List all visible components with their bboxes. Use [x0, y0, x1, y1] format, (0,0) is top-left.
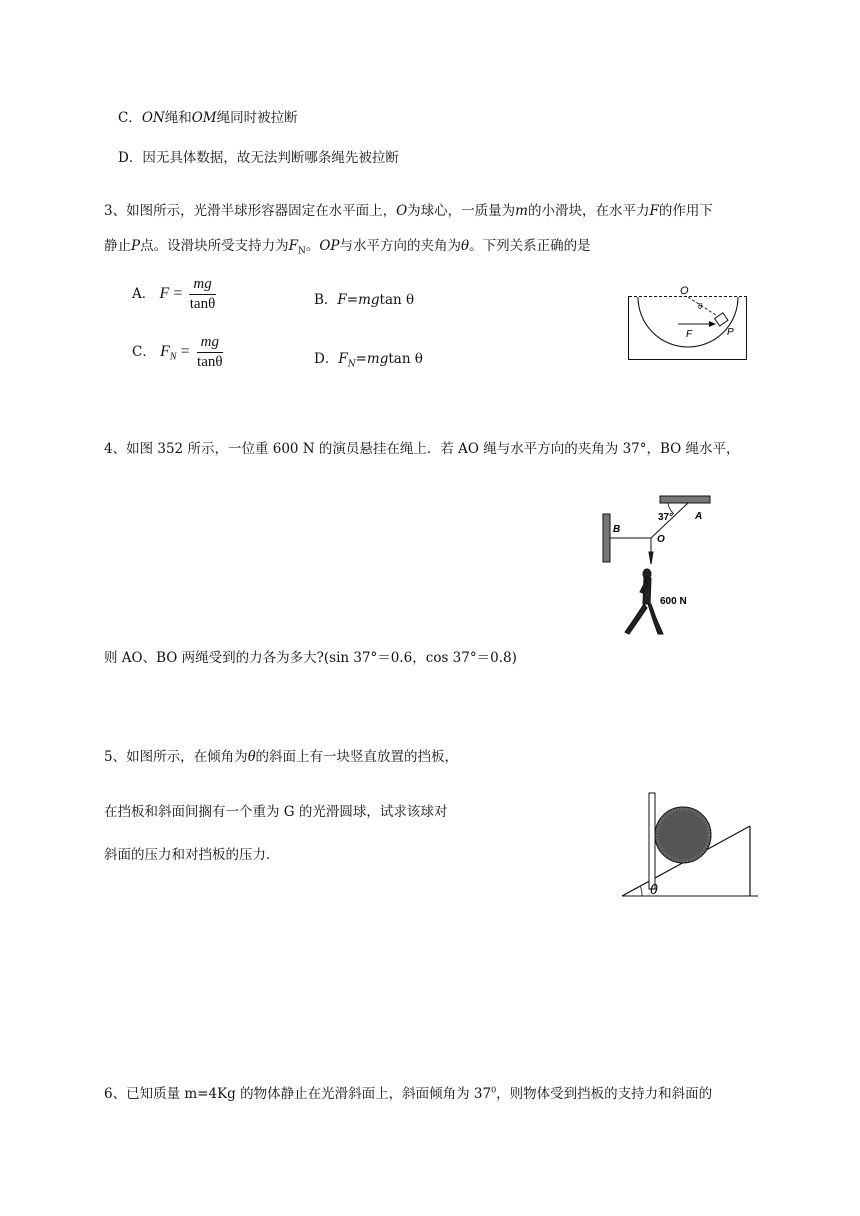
var-om: OM — [191, 110, 217, 126]
subscript: N — [169, 351, 177, 363]
performer-silhouette — [625, 552, 663, 634]
text: F=mg — [337, 292, 380, 308]
fraction — [197, 334, 223, 371]
option-label: C． — [118, 110, 142, 126]
text: 的斜面上有一块竖直放置的挡板， — [255, 749, 458, 765]
text: 静止 — [104, 238, 131, 254]
text: 。 — [305, 238, 320, 254]
text: 5、如图所示，在倾角为 — [104, 749, 248, 765]
var-op: OP — [319, 238, 340, 254]
var-f: F — [338, 351, 348, 367]
label-o: O — [680, 285, 689, 297]
var-p: P — [131, 238, 141, 254]
q4-line-1: 4、如图 352 所示，一位重 600 N 的演员悬挂在绳上．若 AO 绳与水平方向的夹角为 37°，BO 绳水平， — [104, 441, 740, 457]
var-o: O — [396, 203, 408, 219]
text: 3、如图所示，光滑半球形容器固定在水平面上， — [104, 203, 397, 219]
label-theta: θ — [698, 302, 703, 311]
fraction — [189, 276, 215, 313]
var-f: F — [649, 203, 659, 219]
q4-rope-figure — [600, 492, 720, 644]
subscript: N — [347, 359, 356, 370]
text: 6、已知质量 m=4Kg 的物体静止在光滑斜面上，斜面倾角为 37 — [104, 1086, 492, 1102]
text: tan θ — [388, 351, 423, 367]
label-p: P — [727, 327, 734, 338]
q5-line-3: 斜面的压力和对挡板的压力． — [104, 847, 280, 863]
math-lhs: F — [159, 285, 170, 302]
label-b: B — [613, 524, 621, 535]
label-theta: θ — [650, 881, 658, 897]
q3-line-2 — [104, 234, 591, 257]
subscript: N — [297, 246, 306, 257]
var-on: ON — [141, 110, 165, 126]
math-lhs: F — [160, 343, 170, 360]
numerator: mg — [189, 276, 215, 295]
q5-incline-figure — [616, 788, 764, 902]
numerator: mg — [197, 334, 223, 353]
q3-option-b — [314, 288, 414, 308]
text: 。下列关系正确的是 — [469, 238, 591, 254]
ball — [655, 807, 711, 863]
q3-line-1 — [104, 199, 713, 219]
q2-option-c — [118, 106, 298, 126]
var-theta: θ — [247, 748, 256, 765]
text: =mg — [355, 351, 389, 367]
q3-hemisphere-figure — [626, 284, 750, 364]
text: 的作用下 — [658, 203, 713, 219]
q3-option-d — [314, 347, 423, 370]
var-fn: F — [288, 238, 298, 254]
q3-option-c: C． $F_N$ = $\frac{mg}{\tan\theta}$ — [132, 334, 223, 370]
op-line — [688, 297, 722, 319]
q5-line-1 — [104, 745, 458, 766]
var-m: m — [515, 203, 528, 219]
text: 点。设滑块所受支持力为 — [140, 238, 289, 254]
wall-mount — [603, 514, 610, 562]
label-o: O — [657, 534, 665, 545]
var-theta: θ — [461, 238, 470, 254]
denominator: tanθ — [197, 354, 223, 370]
label-a: A — [695, 511, 703, 522]
vertical-board — [649, 793, 655, 889]
q5-line-2: 在挡板和斜面间搁有一个重为 G 的光滑圆球，试求该球对 — [104, 804, 448, 820]
text: tan θ — [379, 292, 415, 308]
option-label: D． — [314, 351, 339, 367]
label-f: F — [686, 329, 693, 340]
text: 绳和 — [164, 110, 192, 126]
text: 为球心，一质量为 — [407, 203, 516, 219]
label-weight: 600 N — [660, 596, 687, 607]
option-label: B． — [314, 292, 338, 308]
text: ，则物体受到挡板的支持力和斜面的 — [496, 1086, 713, 1102]
slider-block — [715, 313, 728, 326]
option-label: A． — [132, 286, 156, 302]
denominator: tanθ — [189, 296, 216, 312]
degree-sup: 0 — [491, 1085, 497, 1095]
ceiling-mount — [660, 496, 710, 503]
text: 绳同时被拉断 — [216, 110, 298, 126]
text: 的小滑块，在水平力 — [527, 203, 650, 219]
q4-line-2: 则 AO、BO 两绳受到的力各为多大?(sin 37°＝0.6，cos 37°＝0.8) — [104, 650, 517, 666]
text: 与水平方向的夹角为 — [339, 238, 461, 254]
q2-option-d: D．因无具体数据，故无法判断哪条绳先被拉断 — [118, 150, 399, 166]
q3-option-a: A． F = $\frac{mg}{\tan\theta}$ — [132, 276, 216, 312]
option-label: C． — [132, 344, 156, 360]
label-angle: 37° — [658, 512, 674, 523]
q6-line-1 — [104, 1082, 712, 1102]
